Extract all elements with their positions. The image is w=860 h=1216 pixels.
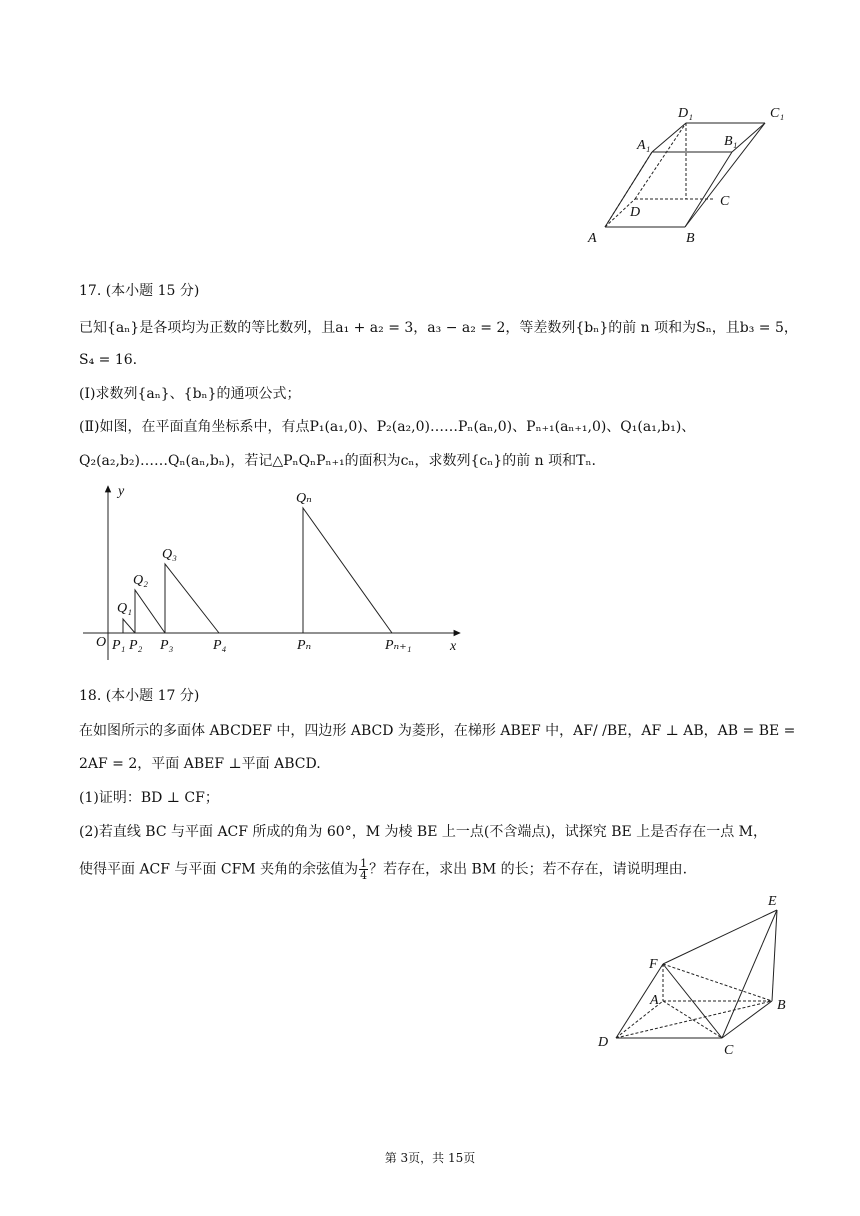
prism-figure (580, 95, 795, 255)
q18-part2-line2 (79, 858, 687, 881)
prism-label-D1: D₁ (678, 106, 693, 121)
fraction-denominator: 4 (360, 869, 368, 882)
q18-header: 18. (本小题 17 分) (79, 688, 200, 704)
q17-part2-line1: (Ⅱ)如图，在平面直角坐标系中，有点P₁(a₁,0)、P₂(a₂,0)……Pₙ(aₙ,0)、Pₙ₊₁(aₙ₊₁,0)、Q₁(a₁,b₁)、 (79, 419, 696, 435)
axis-label-y: y (118, 484, 125, 499)
poly-label-B: B (777, 998, 786, 1013)
q18-statement-line2: 2AF = 2，平面 ABEF ⊥平面 ABCD. (79, 756, 321, 772)
prism-label-A: A (588, 231, 597, 246)
q17-header: 17. (本小题 15 分) (79, 283, 200, 299)
q18-part2-line2-start: 使得平面 ACF 与平面 CFM 夹角的余弦值为 (79, 861, 359, 878)
poly-label-A: A (650, 993, 659, 1008)
coordinate-svg (78, 480, 478, 660)
axis-label-x: x (450, 639, 457, 654)
prism-label-A1: A₁ (637, 138, 651, 153)
page-footer: 第 3页，共 15页 (384, 1151, 476, 1165)
poly-label-F: F (649, 957, 658, 972)
q18-part2-line1: (2)若直线 BC 与平面 ACF 所成的角为 60°，M 为棱 BE 上一点(不含端点)，试探究 BE 上是否存在一点 M， (79, 824, 768, 840)
point-label-Pn1: Pₙ₊₁ (385, 638, 412, 653)
fraction-numerator: 1 (360, 857, 368, 870)
q18-part1: (1)证明：BD ⊥ CF； (79, 790, 219, 806)
point-label-P2: P₂ (129, 638, 143, 653)
q18-part2-line2-end: ？若存在，求出 BM 的长；若不存在，请说明理由. (369, 861, 688, 878)
point-label-P4: P₄ (213, 638, 227, 653)
prism-label-C1: C₁ (770, 106, 785, 121)
prism-label-B1: B₁ (724, 134, 738, 149)
point-label-Q2: Q₂ (133, 573, 148, 588)
q17-statement-line2: S₄ = 16. (79, 352, 138, 368)
origin-label: O (96, 635, 107, 650)
polyhedron-svg (590, 888, 800, 1058)
polyhedron-figure (590, 888, 800, 1058)
prism-label-D: D (630, 205, 641, 220)
poly-label-E: E (768, 894, 777, 909)
q17-part1: (Ⅰ)求数列{aₙ}、{bₙ}的通项公式； (79, 386, 301, 402)
prism-label-B: B (686, 231, 695, 246)
q17-statement-line1: 已知{aₙ}是各项均为正数的等比数列，且a₁ + a₂ = 3，a₃ − a₂ = 2，等差数列{bₙ}的前 n 项和为Sₙ，且b₃ = 5， (79, 320, 798, 336)
q17-part2-line2: Q₂(a₂,b₂)……Qₙ(aₙ,bₙ)，若记△PₙQₙPₙ₊₁的面积为cₙ，求数列{cₙ}的前 n 项和Tₙ. (79, 453, 596, 469)
point-label-Pn: Pₙ (297, 638, 312, 653)
point-label-Q3: Q₃ (162, 547, 177, 562)
poly-label-D: D (598, 1035, 609, 1050)
point-label-Qn: Qₙ (296, 491, 312, 506)
point-label-Q1: Q₁ (117, 601, 132, 616)
point-label-P1: P₁ (112, 638, 126, 653)
poly-label-C: C (724, 1043, 734, 1058)
point-label-P3: P₃ (160, 638, 174, 653)
cosine-fraction (359, 858, 368, 881)
prism-svg (580, 95, 795, 255)
q18-statement-line1: 在如图所示的多面体 ABCDEF 中，四边形 ABCD 为菱形，在梯形 ABEF 中，AF/ /BE，AF ⊥ AB，AB = BE = (79, 723, 796, 739)
prism-label-C: C (720, 194, 730, 209)
coordinate-figure (78, 480, 478, 660)
